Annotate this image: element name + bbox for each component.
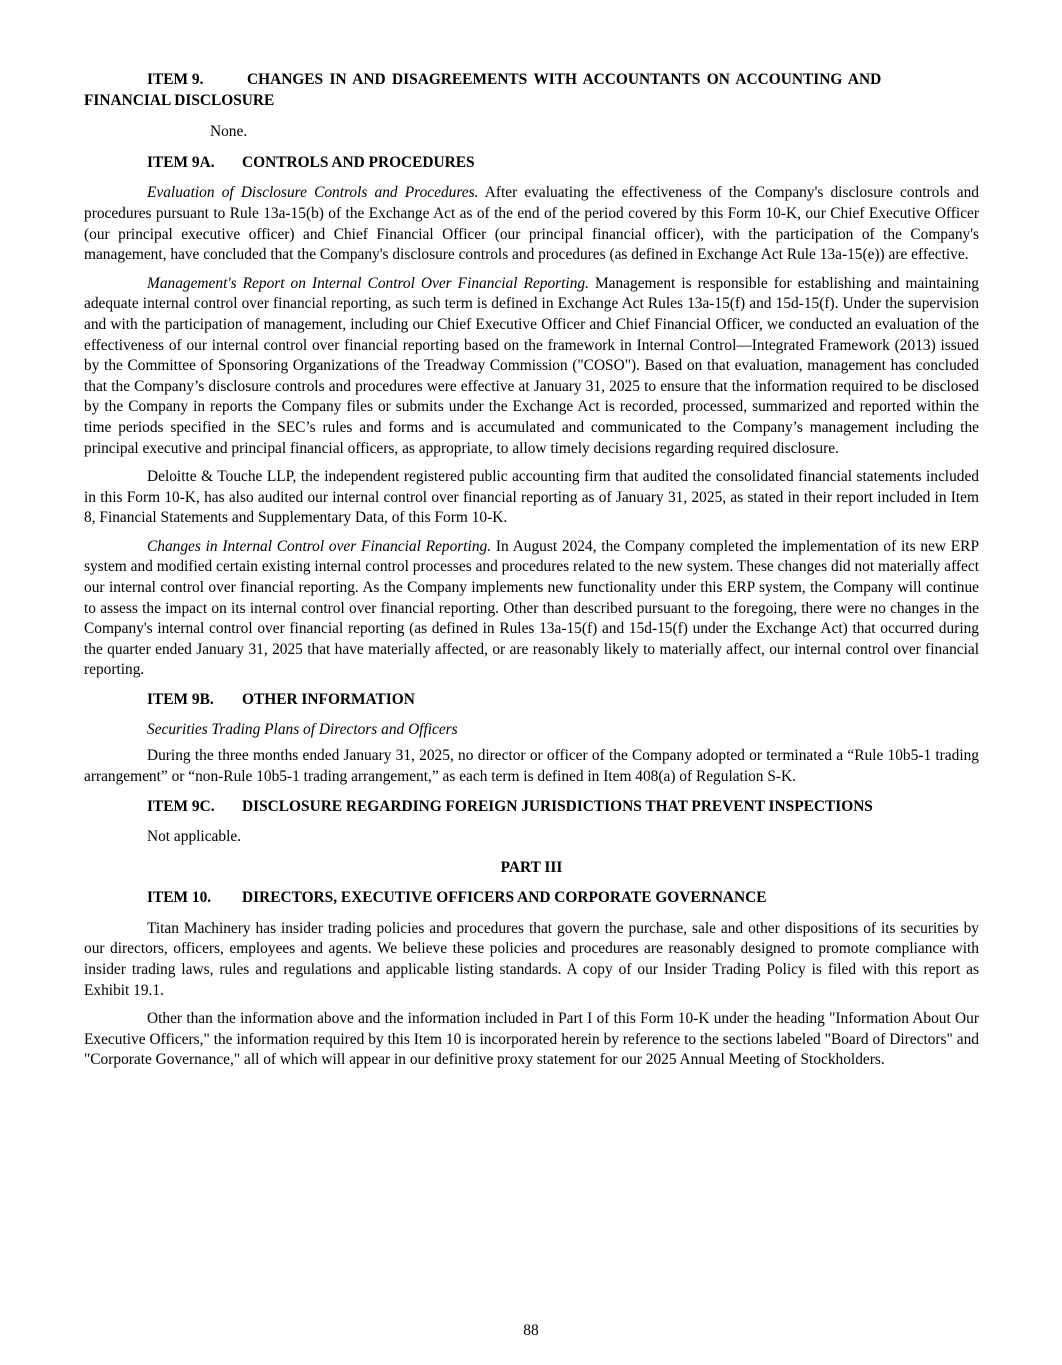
part-heading: PART III (500, 858, 563, 876)
item9b-body: During the three months ended January 31, 2025, no director or officer of the Company adopted or terminated a “Rule 10b5-1 trading arrangement” or “non-Rule 10b5-1 trading arrangement,” as each term is defined in Item 408(a) of Regulation S-K. (84, 747, 979, 785)
item9a-p2-lead: Management's Report on Internal Control Over Financial Reporting. (147, 274, 589, 292)
item9a-paragraph-4 (84, 537, 979, 681)
item10-heading (84, 888, 979, 909)
item9c-body: Not applicable. (147, 828, 242, 845)
item9c-heading (84, 797, 979, 818)
item10-paragraph-1: Titan Machinery has insider trading policies and procedures that govern the purchase, sale and other dispositions of its securities by our directors, officers, employees and agents. We believe these policies and procedures are reasonably designed to promote compliance with insider trading laws, rules and regulations and applicable listing standards. A copy of our Insider Trading Policy is filed with this report as Exhibit 19.1. (84, 919, 979, 999)
item9a-p1-body: After evaluating the effectiveness of the Company's disclosure controls and procedures pursuant to Rule 13a-15(b) of the Exchange Act as of the end of the period covered by this Form 10-K, our Chief Executive Officer (our principal executive officer) and Chief Financial Officer (our principal financial officer), with the participation of the Company's management, have concluded that the Company's disclosure controls and procedures (as defined in Exchange Act Rule 13a-15(e)) are effective. (84, 184, 980, 264)
item9b-subhead-text: Securities Trading Plans of Directors and Officers (147, 720, 458, 738)
item9-title-part2: FINANCIAL DISCLOSURE (84, 91, 275, 109)
item9-number: ITEM 9. (147, 71, 204, 88)
item10-number: ITEM 10. (147, 889, 212, 907)
item9a-title: CONTROLS AND PROCEDURES (242, 153, 475, 171)
item9a-paragraph-1 (84, 183, 979, 265)
document-page (84, 70, 979, 1071)
item9a-p4-body: In August 2024, the Company completed the implementation of its new ERP system and modified certain existing internal control processes and procedures related to the new system. These changes did not materially affect our internal control over financial reporting. As the Company implements new functionality under this ERP system, the Company will continue to assess the impact on its internal control over financial reporting. Other than described pursuant to the foregoing, there were no changes in the Company's internal control over financial reporting (as defined in Rules 13a-15(f) and 15d-15(f) under the Exchange Act) that occurred during the quarter ended January 31, 2025 that have materially affected, or are reasonably likely to materially affect, our internal control over financial reporting. (84, 537, 980, 679)
item9a-number: ITEM 9A. (147, 153, 215, 171)
item9b-subheading (84, 720, 979, 741)
item9-body: None. (210, 123, 248, 141)
item9a-paragraph-3: Deloitte & Touche LLP, the independent registered public accounting firm that audited the consolidated financial statements included in this Form 10-K, has also audited our internal control over financial reporting as of January 31, 2025, as stated in their report included in Item 8, Financial Statements and Supplementary Data, of this Form 10-K. (84, 468, 979, 527)
item9a-p2-body: Management is responsible for establishing and maintaining adequate internal control over financial reporting, as such term is defined in Exchange Act Rules 13a-15(f) and 15d-15(f). Under the supervision and with the participation of management, including our Chief Executive Officer and Chief Financial Officer, we conducted an evaluation of the effectiveness of our internal control over financial reporting based on the framework in Internal Control—Integrated Framework (2013) issued by the Committee of Sponsoring Organizations of the Treadway Commission ("COSO"). Based on that evaluation, management has concluded that the Company’s disclosure controls and procedures were effective at January 31, 2025 to ensure that the information required to be disclosed by the Company in reports the Company files or submits under the Exchange Act is recorded, processed, summarized and reported within the time periods specified in the SEC’s rules and forms and is accumulated and communicated to the Company’s management including the principal executive and principal financial officers, as appropriate, to allow timely decisions regarding required disclosure. (84, 274, 979, 457)
item10-title: DIRECTORS, EXECUTIVE OFFICERS AND CORPORATE GOVERNANCE (242, 889, 767, 907)
item9-title-part1: CHANGES IN AND DISAGREEMENTS WITH ACCOUNTANTS ON ACCOUNTING AND (247, 71, 882, 88)
item9a-p4-lead: Changes in Internal Control over Financial Reporting. (147, 537, 492, 555)
item9c-number: ITEM 9C. (147, 798, 215, 816)
item9c-title: DISCLOSURE REGARDING FOREIGN JURISDICTIONS THAT PREVENT INSPECTIONS (242, 798, 873, 816)
item9a-paragraph-2 (84, 274, 979, 459)
item9b-title: OTHER INFORMATION (242, 691, 415, 709)
item9a-p1-lead: Evaluation of Disclosure Controls and Procedures. (147, 184, 479, 202)
item9-heading (84, 70, 979, 111)
item9b-number: ITEM 9B. (147, 691, 214, 709)
page-number: 88 (523, 1322, 539, 1339)
item10-paragraph-2: Other than the information above and the information included in Part I of this Form 10-K under the heading "Information About Our Executive Officers," the information required by this Item 10 is incorporated herein by reference to the sections labeled "Board of Directors" and "Corporate Governance," all of which will appear in our definitive proxy statement for our 2025 Annual Meeting of Stockholders. (84, 1010, 979, 1069)
item9a-heading (84, 153, 979, 174)
item9b-heading (84, 690, 979, 711)
